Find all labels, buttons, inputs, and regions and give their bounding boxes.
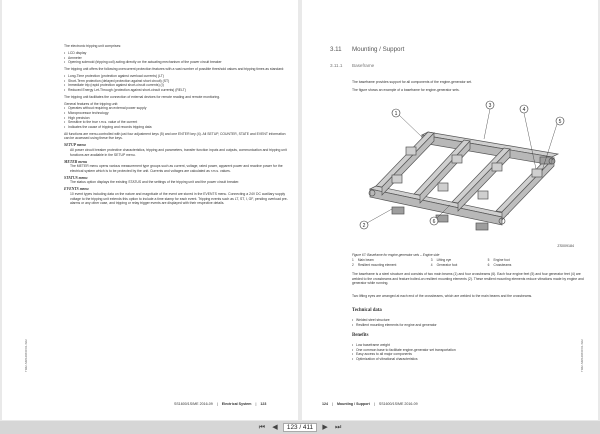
list-item: • One common base to facilitate engine-generator set transportation [352, 348, 584, 353]
section-number: 3.11 [330, 46, 342, 53]
list-item: • Ammeter [64, 56, 288, 61]
subsection-title: Baseframe [352, 63, 375, 68]
baseframe-body-2: Two lifting eyes are arranged at each end of the crossbeams, which are welded to the main beams and the crossbeams. [352, 294, 533, 298]
benefits-heading: Benefits [352, 333, 369, 338]
footer-page-number: 123 [260, 402, 267, 406]
list-item: • LCD display [64, 51, 288, 56]
legend-label: Resilient mounting element [357, 263, 397, 267]
list-item: • High precision [64, 116, 288, 121]
last-page-icon[interactable]: ⏭ [334, 423, 342, 431]
list-item: • Sensitive to the true r.m.s. value of the current [64, 120, 288, 125]
list-item: • Immediate trip (rapid protection against short-circuit currents) (I) [64, 83, 288, 88]
legend-label: Generator foot [436, 263, 458, 267]
right-page [302, 0, 598, 420]
list-item: • Long-Time protection (protection against overload currents) (LT) [64, 74, 288, 79]
legend-number: 6 [487, 263, 490, 267]
section-title: Mounting / Support [352, 46, 405, 53]
legend-number: 3 [430, 258, 433, 262]
technical-data-list [352, 318, 584, 327]
baseframe-figure [352, 97, 580, 252]
baseframe-intro-1: The baseframe provides support for all components of the engine-generator set. [352, 80, 473, 84]
list-item: • Reduced Energy Let-Through (protection against short-circuit currents) (RELT) [64, 88, 288, 93]
menus-text: All functions are menu-controlled with just four adjustment keys (5) and one ENTER key (4). All SETUP, COUNTER, STATE and EVENT information can be accessed using these five keys. [64, 131, 286, 141]
page-footer-left: SS1600/1S/ME 2016-09 | Electrical System | 123 [174, 402, 267, 406]
left-page-body [64, 44, 288, 208]
events-menu-text: 10 event types including data on the nature and magnitude of the event are stored in the EVENTS menu. Connecting a 24V DC auxiliary supply voltage to the tripping unit extends this option to include a time stamp for each event. Tripping events such as LT, ST, I, GF, pending overload pre-alarms or any other case, and tripping or relay trigger events are displayed with their respective details. [70, 191, 288, 206]
left-page [2, 0, 298, 420]
list-item: • Resilient mounting elements for engine and generator [352, 323, 584, 328]
baseframe-intro-2: The figure shows an example of a baseframe for engine-generator sets. [352, 88, 460, 92]
callout-label: 2 [362, 222, 366, 229]
page-number-field[interactable]: 123 / 411 [283, 423, 317, 432]
general-text: General features of the tripping unit: [64, 101, 119, 106]
legend-label: Main beam [357, 258, 374, 262]
legend-label: Lifting eye [436, 258, 452, 262]
intro-list [64, 51, 288, 65]
footer-doc-id: SS1600/1S/ME 2016-09 [174, 402, 213, 406]
legend-number: 4 [430, 263, 433, 267]
legend-row [352, 258, 510, 262]
next-page-icon[interactable]: ▶ [322, 423, 328, 431]
callout-label: 6 [432, 218, 436, 225]
list-item: • Operates without requiring an external power supply [64, 106, 288, 111]
list-item: • Optimization of vibrational characteristics [352, 357, 584, 362]
events-menu-title: EVENTS menu [64, 187, 89, 192]
figure-caption: Figure 67: Baseframe for engine-generator sets – Engine side [352, 253, 440, 257]
callout-label: 1 [394, 110, 398, 117]
side-document-code: TIM2-SMS4066C01-S02 [580, 339, 584, 372]
setup-menu-title: SETUP menu [64, 143, 86, 148]
page-footer-right: 124 | Mounting / Support | SS1600/1S/ME 2016-09 [322, 402, 418, 406]
benefits-list [352, 343, 584, 361]
legend-number: 5 [487, 258, 490, 262]
legend-row [352, 263, 511, 267]
list-item: • Low baseframe weight [352, 343, 584, 348]
footer-section: Electrical System [221, 402, 252, 406]
figure-id: ZS009184 [557, 244, 574, 248]
previous-page-icon[interactable]: ◀ [272, 423, 278, 431]
list-item: • Microprocessor technology [64, 111, 288, 116]
footer-section: Mounting / Support [336, 402, 370, 406]
meter-menu-title: METER menu [64, 159, 88, 164]
list-item: • Easy access to all major components [352, 352, 584, 357]
status-menu-title: STATUS menu [64, 175, 88, 180]
subsection-number: 3.11.1 [330, 63, 343, 68]
general-list [64, 106, 288, 129]
intro-text: The electronic tripping unit comprises: [64, 44, 122, 48]
callout-label: 4 [522, 106, 526, 113]
legend-label: Engine foot [493, 258, 510, 262]
pdf-navigation-toolbar [0, 421, 600, 434]
overcurrent-list [64, 74, 288, 92]
setup-menu-text: All power circuit breaker protective characteristics, tripping and parameters, transfer function inputs and outputs, communication and tripping unit functions are available in the SETUP menu. [70, 148, 287, 157]
side-document-code: TIM2-SMS4066C01-S02 [24, 339, 28, 372]
technical-data-heading: Technical data [352, 308, 382, 313]
overcurrent-text: The tripping unit offers the following overcurrent protection features with a vast number of possible threshold values and tripping times as standard: [64, 67, 285, 72]
legend-number: 2 [352, 263, 354, 267]
list-item: • Opening solenoid (tripping coil) acting directly on the actuating mechanism of the power circuit breaker [64, 60, 288, 65]
callout-label: 3 [488, 102, 492, 109]
first-page-icon[interactable]: ⏮ [258, 423, 266, 431]
baseframe-body-1: The baseframe is a steel structure and consists of two main beams (1) and four crossbeams (6). Each four engine feet (5) and four generator feet (4) are welded to the crossbeams and feature bolted-on resilient mounting elements (2). These resilient mounting elements reduce vibrations made by engine and generator while running. [352, 272, 584, 286]
footer-page-number: 124 [322, 402, 328, 406]
legend-label: Crossbeams [493, 263, 512, 267]
remote-text: The tripping unit facilitates the connection of external devices for remote reading and remote monitoring. [64, 94, 221, 99]
footer-doc-id: SS1600/1S/ME 2016-09 [378, 402, 418, 406]
list-item: • Indicates the cause of tripping and records tripping data [64, 125, 288, 130]
legend-number: 1 [352, 258, 354, 262]
meter-menu-text: The METER menu opens various measurement type groups such as current, voltage, rated power, apparent power and reactive power for the electrical system which is to be protected by the unit. Currents and voltages are calculated as r.m.s. values. [70, 164, 283, 173]
list-item: • Welded steel structure [352, 318, 584, 323]
list-item: • Short-Term protection (delayed protection against short circuit) (ST) [64, 79, 288, 84]
callout-label: 5 [558, 118, 562, 125]
status-menu-text: The status option displays the existing STATUS and the settings of the tripping unit and the power circuit breaker. [70, 180, 240, 185]
